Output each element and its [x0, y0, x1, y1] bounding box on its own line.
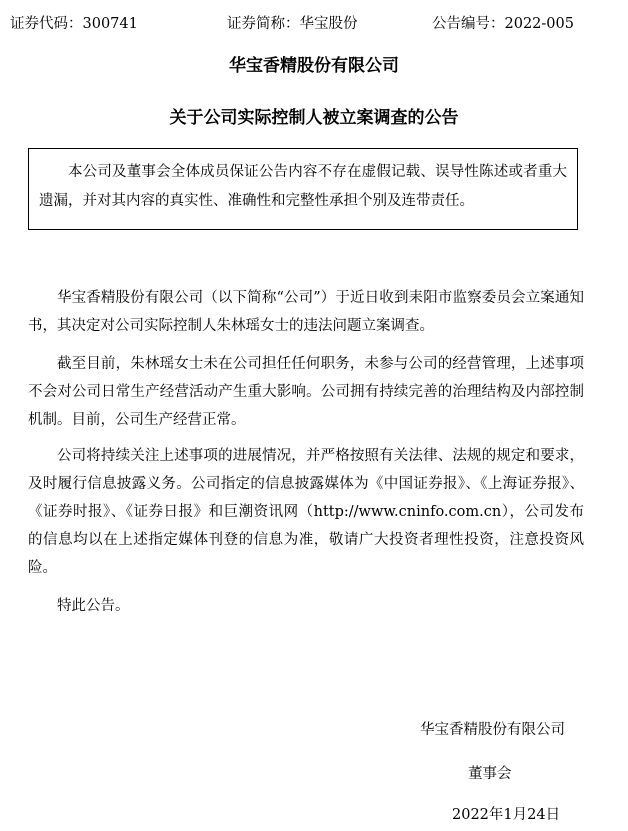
stock-short-name: 证券简称：华宝股份	[227, 16, 358, 32]
company-title: 华宝香精股份有限公司	[229, 56, 399, 76]
stock-code: 证券代码：300741	[10, 16, 138, 32]
body-paragraph: 公司将持续关注上述事项的进展情况，并严格按照有关法律、法规的规定和要求，及时履行信息披露义务。公司指定的信息披露媒体为《中国证券报》、《上海证券报》、《证券时报》、《证券日报》和巨潮资讯网（http://www.cninfo.com.cn），公司发布的信息均以在上述指定媒体刊登的信息为准，敬请广大投资者理性投资，注意投资风险。	[28, 448, 584, 576]
document-title: 关于公司实际控制人被立案调查的公告	[169, 108, 459, 128]
signature-company: 华宝香精股份有限公司	[420, 722, 565, 738]
announcement-header	[0, 13, 628, 35]
body-paragraph: 华宝香精股份有限公司（以下简称“公司”）于近日收到耒阳市监察委员会立案通知书，其决定对公司实际控制人朱林瑶女士的违法问题立案调查。	[28, 290, 584, 334]
body-paragraph: 截至目前，朱林瑶女士未在公司担任任何职务，未参与公司的经营管理，上述事项不会对公司日常生产经营活动产生重大影响。公司拥有持续完善的治理结构及内部控制机制。目前，公司生产经营正常。	[28, 356, 584, 428]
closing-statement: 特此公告。	[57, 598, 130, 614]
signature-board: 董事会	[468, 766, 512, 782]
disclaimer-box: 本公司及董事会全体成员保证公告内容不存在虚假记载、误导性陈述或者重大遗漏，并对其内容的真实性、准确性和完整性承担个别及连带责任。	[28, 148, 578, 230]
announcement-number: 公告编号：2022-005	[432, 16, 574, 32]
announcement-body	[28, 284, 584, 630]
signature-date: 2022年1月24日	[452, 807, 561, 823]
